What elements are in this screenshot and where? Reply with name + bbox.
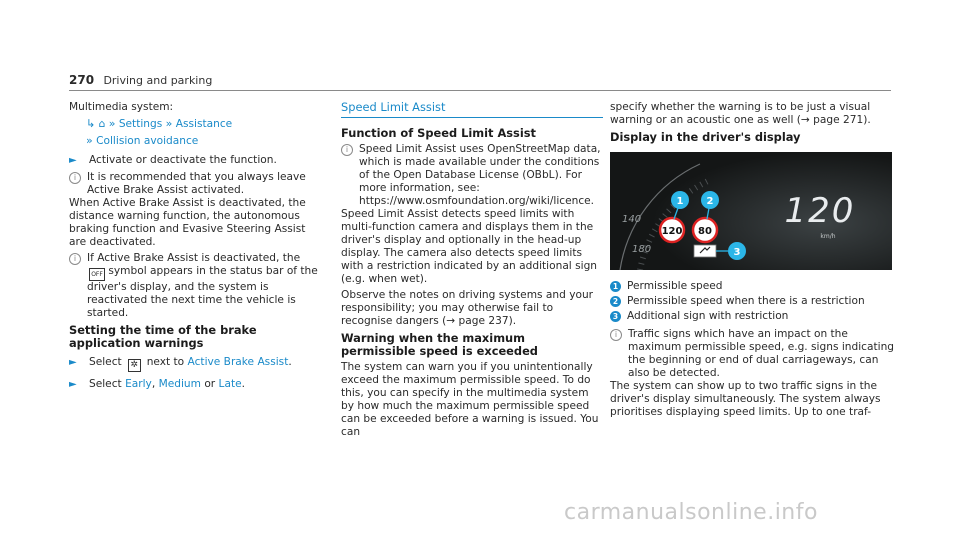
- step-text-part: or: [204, 378, 216, 390]
- display-graphic: [610, 152, 892, 270]
- step-text: [89, 378, 245, 391]
- legend-item: [610, 310, 900, 323]
- triangle-bullet-icon: ►: [69, 357, 77, 368]
- callout-1-label: 1: [676, 196, 684, 207]
- number-badge: 3: [610, 311, 621, 322]
- note: [341, 143, 603, 208]
- callout-2-label: 2: [706, 196, 714, 207]
- speed-sign-2-value: 80: [698, 226, 712, 237]
- brake-assist-off-icon: OFF: [89, 268, 105, 281]
- nav-label: Multimedia system:: [69, 101, 174, 113]
- nav-settings[interactable]: Settings: [118, 118, 163, 130]
- column-right: [610, 101, 900, 422]
- note-text: [87, 252, 321, 320]
- gauge-tick-label: 180: [632, 244, 652, 255]
- punctuation: .: [241, 378, 245, 390]
- callout-3-label: 3: [733, 247, 741, 258]
- number-badge: 1: [610, 281, 621, 292]
- section-title: Driving and parking: [103, 74, 213, 87]
- step-text: Activate or deactivate the function.: [89, 154, 277, 166]
- paragraph: Speed Limit Assist detects speed limits with multi-function camera and displays them in the driver's display and optionally in the head-up display. The camera also detects speed limits with a restriction indicated by an additional sign (e.g. when wet).: [341, 208, 598, 285]
- subheading: Warning when the maximum permissible speed is exceeded: [341, 331, 538, 358]
- triangle-bullet-icon: ►: [69, 155, 77, 166]
- legend-item: [610, 280, 900, 293]
- paragraph: specify whether the warning is to be just a visual warning or an acoustic one as well (→ page 271).: [610, 101, 871, 126]
- paragraph: When Active Brake Assist is deactivated, the distance warning function, the autonomous braking function and Evasive Steering Assist are deactivated.: [69, 197, 306, 248]
- drivers-display-illustration: [610, 152, 892, 270]
- triangle-bullet-icon: ►: [69, 379, 77, 390]
- legend-text: Permissible speed when there is a restriction: [627, 295, 865, 307]
- instruction-step: [69, 356, 321, 372]
- column-left: [69, 101, 321, 395]
- option-early[interactable]: Early: [125, 378, 152, 390]
- note-text: It is recommended that you always leave Active Brake Assist activated.: [87, 171, 306, 196]
- column-middle: [341, 101, 603, 442]
- info-icon: i: [341, 144, 353, 156]
- double-chevron-icon: »: [86, 134, 93, 147]
- gauge-tick-label: 140: [622, 214, 642, 225]
- punctuation: ,: [151, 378, 156, 390]
- additional-sign: [694, 245, 716, 257]
- step-text-part: Select: [89, 356, 122, 368]
- legend-item: [610, 295, 900, 308]
- nav-collision-avoidance[interactable]: Collision avoidance: [96, 135, 199, 147]
- legend-text: Additional sign with restriction: [627, 310, 789, 322]
- page-header: [69, 74, 891, 91]
- instruction-step: [69, 378, 321, 391]
- subheading: Display in the driver's display: [610, 130, 801, 144]
- note-text: Speed Limit Assist uses OpenStreetMap data, which is made available under the conditions of the Open Database License (OBbL). For more information, see: https://www.osmfoundation.org/wiki/licence.: [359, 143, 601, 207]
- paragraph: The system can warn you if you unintentionally exceed the maximum permissible speed. To do this, you can specify in the multimedia system by how much the maximum permissible speed can be exceeded before a warning is issued. You can: [341, 361, 599, 438]
- option-late[interactable]: Late: [218, 378, 242, 390]
- home-icon[interactable]: ⌂: [98, 118, 106, 130]
- number-badge: 2: [610, 296, 621, 307]
- instruction-step: [69, 154, 321, 167]
- speed-unit: km/h: [820, 233, 836, 240]
- option-medium[interactable]: Medium: [158, 378, 201, 390]
- double-chevron-icon: »: [108, 117, 116, 130]
- note-text-part: If Active Brake Assist is deactivated, the: [87, 252, 301, 264]
- step-text: [89, 356, 292, 372]
- note: [610, 328, 900, 380]
- paragraph: Observe the notes on driving systems and your responsibility; you may otherwise fail to recognise dangers (→ page 237).: [341, 289, 594, 327]
- speed-sign-1-value: 120: [661, 226, 683, 237]
- note-text: Traffic signs which have an impact on the maximum permissible speed, e.g. signs indicating the beginning or end of dual carriageways, can also be detected.: [628, 328, 895, 379]
- paragraph: The system can show up to two traffic signs in the driver's display simultaneously. The system always prioritises displaying speed limits. Up to one traf-: [610, 380, 881, 418]
- subheading: Function of Speed Limit Assist: [341, 126, 536, 140]
- punctuation: .: [288, 356, 292, 368]
- note: [69, 171, 321, 197]
- nav-path-1: [69, 117, 321, 131]
- step-text-part: Select: [89, 378, 122, 390]
- info-icon: i: [69, 172, 81, 184]
- double-chevron-icon: »: [165, 117, 173, 130]
- current-speed: 120: [784, 191, 856, 231]
- page-number: 270: [69, 73, 95, 87]
- info-icon: i: [69, 253, 81, 265]
- note-text-part: symbol appears in the status bar of the driver's display, and the system is reactivated the next time the vehicle is started.: [87, 265, 318, 319]
- return-arrow-icon: ↳: [86, 117, 96, 130]
- step-text-part: next to: [146, 356, 185, 368]
- gear-icon[interactable]: ✲: [128, 359, 141, 372]
- nav-path-2: [69, 134, 321, 148]
- legend-text: Permissible speed: [627, 280, 723, 292]
- watermark: carmanualsonline.info: [564, 500, 818, 525]
- subheading: Setting the time of the brake application warnings: [69, 323, 257, 350]
- info-icon: i: [610, 329, 622, 341]
- note: [69, 252, 321, 320]
- nav-assistance[interactable]: Assistance: [175, 118, 233, 130]
- section-heading: Speed Limit Assist: [341, 101, 603, 118]
- active-brake-assist-link[interactable]: Active Brake Assist: [187, 356, 289, 368]
